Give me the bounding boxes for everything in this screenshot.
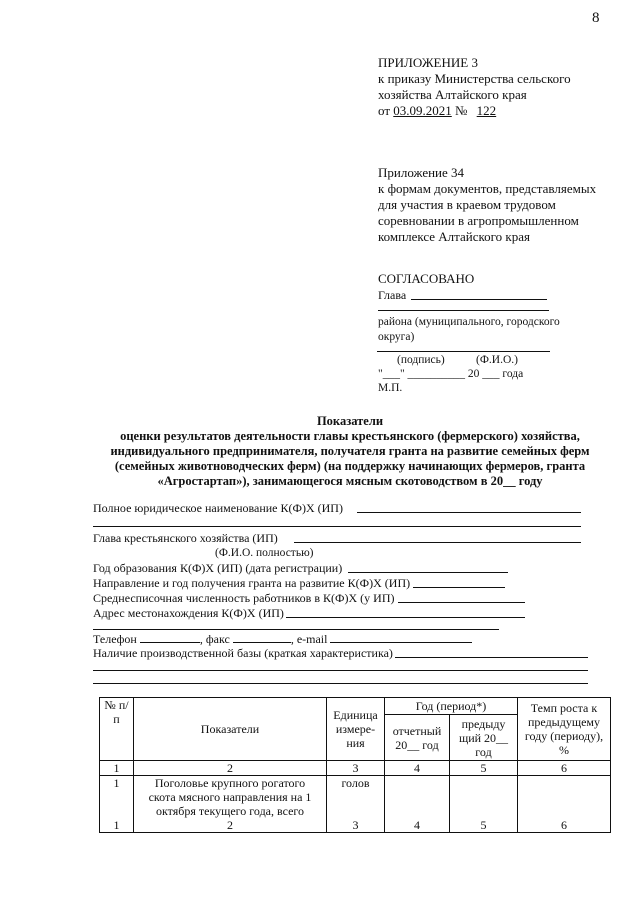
- header-growth: Темп роста к предыдущему году (периоду), %: [518, 698, 611, 761]
- appendix34-line: для участия в краевом трудовом: [378, 197, 556, 212]
- order-number: 122: [476, 103, 497, 118]
- appendix34-title: Приложение 34: [378, 165, 465, 180]
- approval-district: района (муниципального, городского: [378, 316, 560, 328]
- appendix3-line2: хозяйства Алтайского края: [378, 87, 527, 102]
- header-indicator: Показатели: [134, 698, 327, 761]
- header-period: Год (период*): [385, 698, 518, 715]
- order-date: 03.09.2021: [393, 103, 452, 118]
- base-field[interactable]: [395, 657, 588, 658]
- indicators-table: [99, 697, 611, 833]
- appendix3-line1: к приказу Министерства сельского: [378, 71, 571, 86]
- row-num-cell: [100, 776, 134, 833]
- col-number: 4: [385, 761, 450, 776]
- phone-field[interactable]: [140, 632, 200, 643]
- seal-label: М.П.: [378, 382, 403, 394]
- head-name-line: [378, 310, 549, 311]
- approval-head-label: Глава: [378, 288, 407, 302]
- contacts-line: [93, 632, 472, 646]
- row-col-number: 5: [480, 818, 487, 832]
- fax-label: , факс: [199, 632, 230, 646]
- document-subtitle-line: индивидуального предпринимателя, получателя гранта на развитие семейных ферм: [110, 444, 590, 458]
- col-number: 5: [450, 761, 518, 776]
- number-prefix: №: [451, 103, 471, 118]
- row-num: 1: [113, 776, 120, 790]
- col-number: 1: [100, 761, 134, 776]
- full-name-field[interactable]: [357, 512, 581, 513]
- header-unit: Единица измере-ния: [327, 698, 385, 761]
- workers-field[interactable]: [398, 602, 525, 603]
- row-unit-cell: [327, 776, 385, 833]
- document-subtitle-line: оценки результатов деятельности главы крестьянского (фермерского) хозяйства,: [120, 429, 580, 443]
- document-subtitle-line: «Агростартап»), занимающегося мясным скотоводством в 20__ году: [157, 474, 543, 488]
- col-number: 6: [518, 761, 611, 776]
- grant-label: Направление и год получения гранта на развитие К(Ф)Х (ИП): [93, 576, 411, 590]
- email-field[interactable]: [330, 632, 472, 643]
- fax-field[interactable]: [233, 632, 291, 643]
- appendix3-date-line: [378, 103, 500, 119]
- approval-district2: округа): [378, 331, 415, 343]
- document-subtitle-line: (семейных животноводческих ферм) (на поддержку начинающих фермеров, гранта: [114, 459, 586, 473]
- date-prefix: от: [378, 103, 394, 118]
- row-reporting-cell[interactable]: [385, 776, 450, 833]
- row-col-number: 4: [414, 818, 420, 832]
- phone-label: Телефон: [93, 632, 137, 646]
- header-previous: предыду щий 20__ год: [450, 715, 518, 761]
- appendix34-line: к формам документов, представляемых: [378, 181, 597, 196]
- head-label: Глава крестьянского хозяйства (ИП): [93, 531, 278, 545]
- founded-field[interactable]: [348, 572, 508, 573]
- base-field-cont[interactable]: [93, 670, 588, 671]
- email-label: , e-mail: [290, 632, 328, 646]
- appendix3-title: ПРИЛОЖЕНИЕ 3: [378, 55, 478, 70]
- head-field[interactable]: [294, 542, 581, 543]
- fio-full-label: (Ф.И.О. полностью): [215, 547, 314, 559]
- fio-label: (Ф.И.О.): [476, 354, 518, 366]
- row-indicator: Поголовье крупного рогатого скота мясного направления на 1 октября текущего года, всего: [148, 776, 312, 818]
- grant-field[interactable]: [413, 587, 505, 588]
- address-field[interactable]: [286, 617, 525, 618]
- full-name-label: Полное юридическое наименование К(Ф)Х (ИП): [93, 501, 343, 515]
- row-col-number: 3: [352, 818, 359, 832]
- header-reporting: отчетный 20__ год: [385, 715, 450, 761]
- row-growth-cell[interactable]: [518, 776, 611, 833]
- base-field-cont[interactable]: [93, 683, 588, 684]
- founded-label: Год образования К(Ф)Х (ИП) (дата регистрации): [93, 561, 343, 575]
- row-col-number: 1: [113, 818, 120, 832]
- col-number: 3: [327, 761, 385, 776]
- row-indicator-cell: [134, 776, 327, 833]
- header-num: № п/п: [100, 698, 134, 761]
- approval-title: СОГЛАСОВАНО: [378, 271, 475, 286]
- col-number: 2: [134, 761, 327, 776]
- row-unit: голов: [341, 776, 370, 790]
- row-previous-cell[interactable]: [450, 776, 518, 833]
- approval-date-line: "___" __________ 20 ___ года: [378, 368, 524, 380]
- base-label: Наличие производственной базы (краткая характеристика): [93, 646, 393, 660]
- signature-line: [377, 351, 550, 352]
- head-signature-line: [411, 299, 547, 300]
- address-label: Адрес местонахождения К(Ф)Х (ИП): [93, 606, 284, 620]
- address-field-cont[interactable]: [93, 629, 499, 630]
- table-row: [100, 776, 611, 833]
- page-number: 8: [592, 10, 600, 26]
- document-title: Показатели: [316, 414, 384, 428]
- appendix34-line: соревновании в агропромышленном: [378, 213, 579, 228]
- appendix34-line: комплексе Алтайского края: [378, 229, 530, 244]
- workers-label: Среднесписочная численность работников в К(Ф)Х (у ИП): [93, 591, 395, 605]
- row-col-number: 6: [561, 818, 567, 832]
- signature-label: (подпись): [397, 354, 445, 366]
- full-name-field-cont[interactable]: [93, 526, 581, 527]
- column-numbers-row: [100, 761, 611, 776]
- row-col-number: 2: [227, 818, 233, 832]
